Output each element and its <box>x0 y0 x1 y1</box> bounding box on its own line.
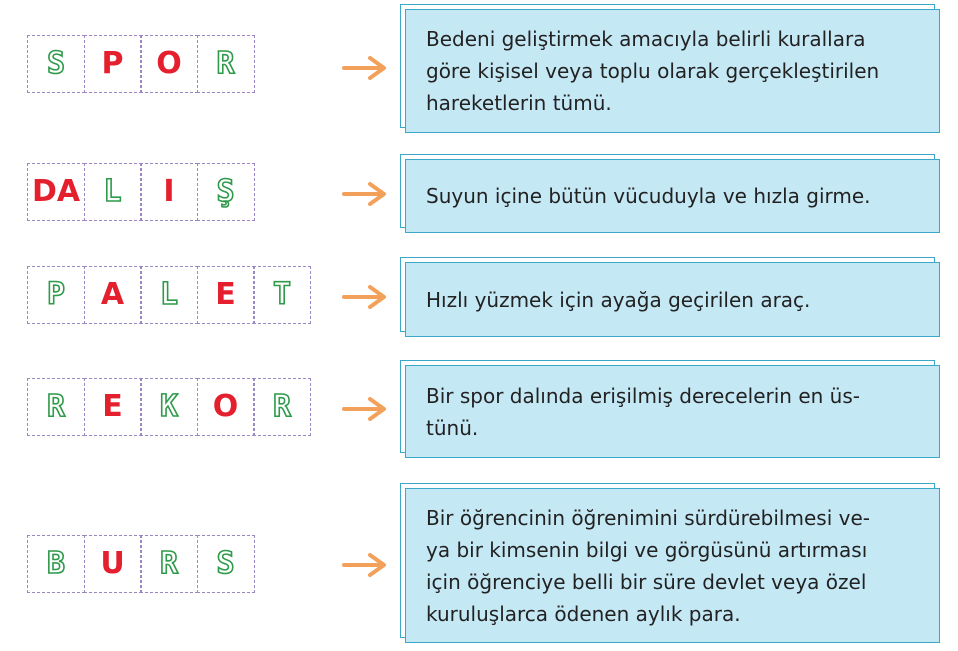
definition-text <box>426 502 870 630</box>
definition-line: ya bir kimsenin bilgi ve görgüsünü artırması <box>426 537 868 562</box>
letter-tile: S <box>197 535 255 593</box>
definition-panel <box>405 262 940 337</box>
definition-box <box>400 360 935 453</box>
letter-tile: U <box>84 535 142 593</box>
letter-tile: S <box>27 35 85 93</box>
definition-line: Bir spor dalında erişilmiş derecelerin en üs- <box>426 383 860 408</box>
letter-tile: O <box>197 378 255 436</box>
letter-tile: A <box>84 266 142 324</box>
letter-tile: K <box>140 378 198 436</box>
definition-panel <box>405 365 940 458</box>
letter-tiles <box>27 163 255 221</box>
letter-tile: Ş <box>197 163 255 221</box>
definition-box <box>400 154 935 228</box>
letter-tile: L <box>84 163 142 221</box>
letter-tile: R <box>27 378 85 436</box>
letter-tiles <box>27 535 255 593</box>
definition-text <box>426 180 871 212</box>
letter-tile: R <box>140 535 198 593</box>
letter-tile: E <box>197 266 255 324</box>
letter-tile: R <box>197 35 255 93</box>
definition-text <box>426 23 879 119</box>
definition-line: tünü. <box>426 415 479 440</box>
right-arrow-icon <box>342 284 388 310</box>
right-arrow-icon <box>342 55 388 81</box>
letter-tile: B <box>27 535 85 593</box>
letter-tiles <box>27 35 255 93</box>
letter-tile: R <box>253 378 311 436</box>
definition-box <box>400 257 935 332</box>
definition-line: Bedeni geliştirmek amacıyla belirli kurallara <box>426 27 866 51</box>
letter-tile: T <box>253 266 311 324</box>
definition-panel <box>405 159 940 233</box>
definition-box <box>400 483 935 638</box>
definition-line: Bir öğrencinin öğrenimini sürdürebilmesi ve- <box>426 505 870 530</box>
letter-tiles <box>27 266 311 324</box>
definition-text <box>426 284 810 316</box>
letter-tile: I <box>140 163 198 221</box>
definition-line: hareketlerin tümü. <box>426 91 612 115</box>
definition-line: kuruluşlarca ödenen aylık para. <box>426 601 741 626</box>
letter-tile: DA <box>27 163 85 221</box>
letter-tile: P <box>84 35 142 93</box>
definition-line: Hızlı yüzmek için ayağa geçirilen araç. <box>426 287 811 312</box>
definition-panel <box>405 9 940 133</box>
right-arrow-icon <box>342 396 388 422</box>
letter-tile: L <box>140 266 198 324</box>
right-arrow-icon <box>342 552 388 578</box>
definition-line: göre kişisel veya toplu olarak gerçekleştirilen <box>426 59 880 83</box>
letter-tiles <box>27 378 311 436</box>
definition-box <box>400 4 935 128</box>
definition-text <box>426 380 860 444</box>
letter-tile: P <box>27 266 85 324</box>
letter-tile: E <box>84 378 142 436</box>
right-arrow-icon <box>342 181 388 207</box>
definition-panel <box>405 488 940 643</box>
definition-line: Suyun içine bütün vücuduyla ve hızla girme. <box>426 184 871 208</box>
letter-tile: O <box>140 35 198 93</box>
definition-line: için öğrenciye belli bir süre devlet veya özel <box>426 569 867 594</box>
